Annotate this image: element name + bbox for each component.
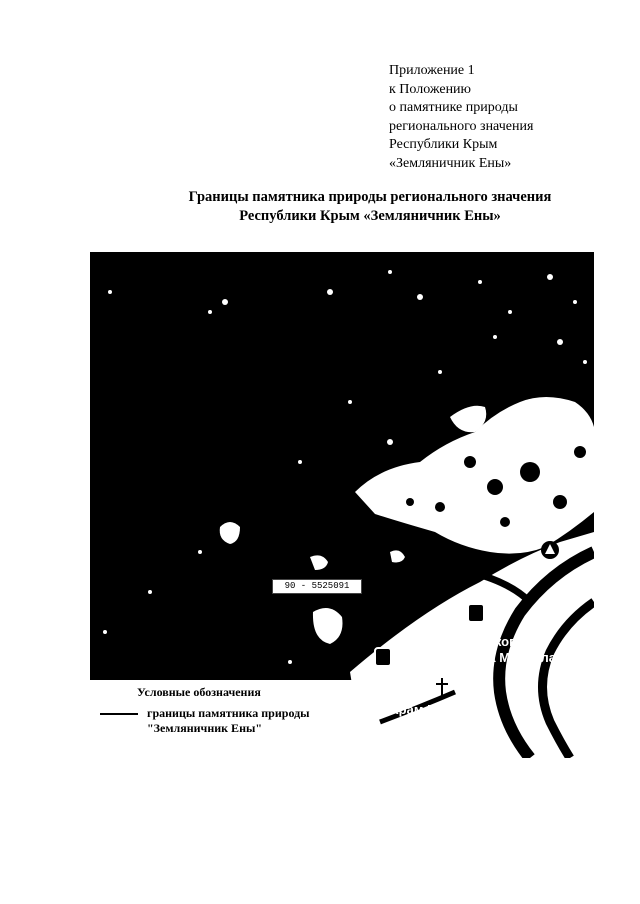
legend-item [147, 706, 310, 736]
boundary-line-symbol [100, 713, 138, 715]
page-title [150, 188, 590, 226]
appendix-line: регионального значения [389, 118, 534, 134]
transit-stop-icon [468, 604, 484, 622]
appendix-line: Республики Крым [389, 137, 498, 153]
boundary-map [90, 252, 594, 758]
temple-label: Чудотворца [400, 718, 478, 733]
title-line-1: Границы памятника природы регионального значения [188, 189, 552, 205]
appendix-line: «Земляничник Ены» [389, 155, 512, 171]
legend-item-line: "Земляничник Ены" [147, 721, 263, 735]
church-label: Архангела Михаила [428, 650, 556, 665]
appendix-line: о памятнике природы [389, 100, 518, 116]
appendix-line: Приложение 1 [389, 63, 475, 78]
point-tag: 90 - 5525091 [272, 579, 362, 594]
title-line-2: Республики Крым «Земляничник Ены» [239, 208, 501, 224]
road-label: Сол [565, 698, 596, 725]
legend-item-line: границы памятника природы [147, 706, 310, 720]
church-label: Церковь [470, 634, 526, 649]
appendix-line: к Положению [389, 81, 472, 97]
temple-label: Храм Николая [390, 702, 482, 717]
map-legend [90, 680, 368, 758]
transit-stop-icon [375, 648, 391, 666]
appendix-note [389, 62, 619, 174]
legend-title: Условные обозначения [137, 685, 261, 699]
